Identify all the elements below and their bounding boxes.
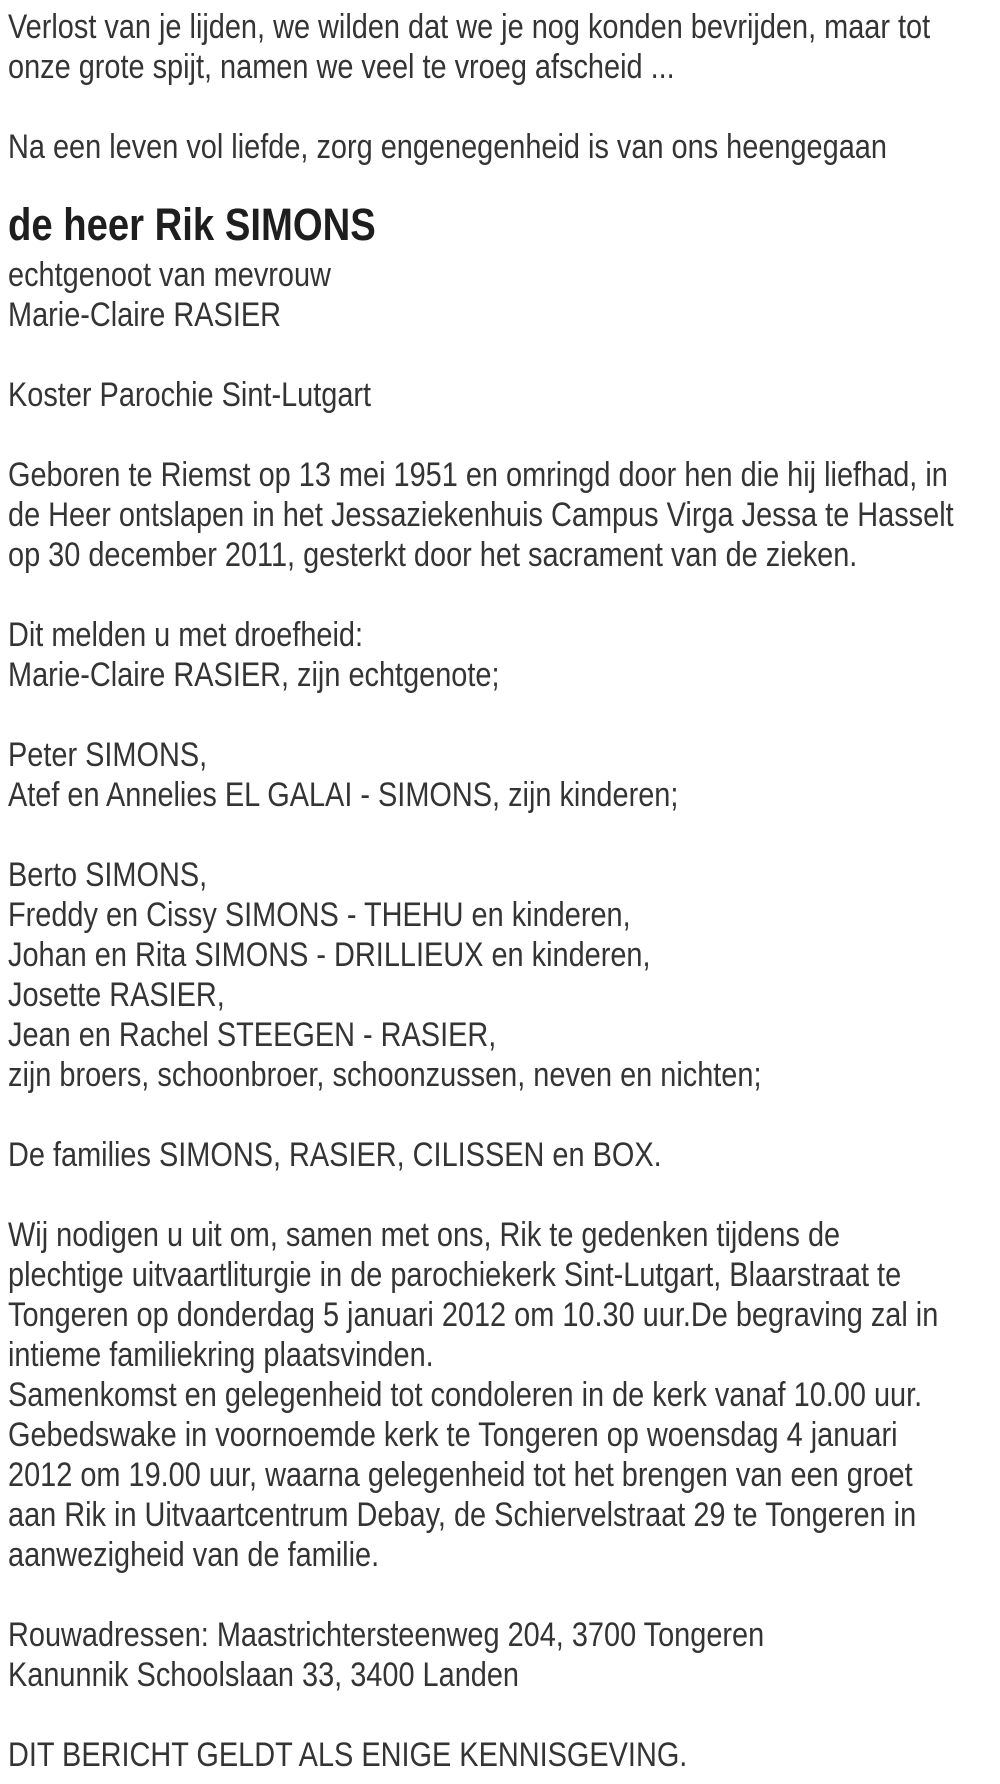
paragraph-closing — [8, 1735, 1000, 1775]
text-line: Rouwadressen: Maastrichtersteenweg 204, 3700 Tongeren — [8, 1616, 765, 1654]
text-line: op 30 december 2011, gesterkt door het sacrament van de zieken. — [8, 536, 858, 574]
text-line: Samenkomst en gelegenheid tot condoleren in de kerk vanaf 10.00 uur. — [8, 1376, 923, 1414]
text-line: plechtige uitvaartliturgie in de parochiekerk Sint-Lutgart, Blaarstraat te — [8, 1256, 902, 1294]
text-line: Jean en Rachel STEEGEN - RASIER, — [8, 1016, 497, 1054]
text-line: Marie-Claire RASIER — [8, 296, 282, 334]
text-line: Na een leven vol liefde, zorg engenegenheid is van ons heengegaan — [8, 128, 887, 166]
text-line: aanwezigheid van de familie. — [8, 1536, 380, 1574]
paragraph-announcement — [8, 615, 1000, 695]
text-line: Gebedswake in voornoemde kerk te Tongeren op woensdag 4 januari — [8, 1416, 898, 1454]
text-line: Peter SIMONS, — [8, 736, 208, 774]
deceased-name-heading: de heer Rik SIMONS — [8, 199, 376, 250]
paragraph-ceremony — [8, 1215, 1000, 1575]
text-line: 2012 om 19.00 uur, waarna gelegenheid tot het brengen van een groet — [8, 1456, 913, 1494]
text-line: echtgenoot van mevrouw — [8, 256, 331, 294]
paragraph-children — [8, 735, 1000, 815]
paragraph-spouse — [8, 255, 1000, 335]
text-line: Verlost van je lijden, we wilden dat we je nog konden bevrijden, maar tot — [8, 8, 931, 46]
text-line: aan Rik in Uitvaartcentrum Debay, de Schiervelstraat 29 te Tongeren in — [8, 1496, 917, 1534]
text-line: Kanunnik Schoolslaan 33, 3400 Landen — [8, 1656, 519, 1694]
text-line: onze grote spijt, namen we veel te vroeg afscheid ... — [8, 48, 675, 86]
text-line: Wij nodigen u uit om, samen met ons, Rik te gedenken tijdens de — [8, 1216, 841, 1254]
paragraph-families — [8, 1135, 1000, 1175]
paragraph-relatives — [8, 855, 1000, 1095]
text-line: intieme familiekring plaatsvinden. — [8, 1336, 434, 1374]
paragraph-intro — [8, 7, 1000, 87]
text-line: Freddy en Cissy SIMONS - THEHU en kinderen, — [8, 896, 631, 934]
text-line: Dit melden u met droefheid: — [8, 616, 364, 654]
paragraph-role — [8, 375, 1000, 415]
text-line: Josette RASIER, — [8, 976, 225, 1014]
paragraph-life-dates — [8, 455, 1000, 575]
text-line: Marie-Claire RASIER, zijn echtgenote; — [8, 656, 500, 694]
text-line: Johan en Rita SIMONS - DRILLIEUX en kinderen, — [8, 936, 651, 974]
text-line: de Heer ontslapen in het Jessaziekenhuis Campus Virga Jessa te Hasselt — [8, 496, 954, 534]
text-line: zijn broers, schoonbroer, schoonzussen, neven en nichten; — [8, 1056, 762, 1094]
paragraph-lead-in — [8, 127, 1000, 167]
text-line: Tongeren op donderdag 5 januari 2012 om 10.30 uur.De begraving zal in — [8, 1296, 939, 1334]
text-line: Berto SIMONS, — [8, 856, 208, 894]
text-line: Koster Parochie Sint-Lutgart — [8, 376, 372, 414]
text-line: De families SIMONS, RASIER, CILISSEN en BOX. — [8, 1136, 662, 1174]
text-line: Atef en Annelies EL GALAI - SIMONS, zijn kinderen; — [8, 776, 679, 814]
paragraph-mourning-addresses — [8, 1615, 1000, 1695]
text-line: DIT BERICHT GELDT ALS ENIGE KENNISGEVING. — [8, 1736, 688, 1774]
text-line: Geboren te Riemst op 13 mei 1951 en omringd door hen die hij liefhad, in — [8, 456, 948, 494]
